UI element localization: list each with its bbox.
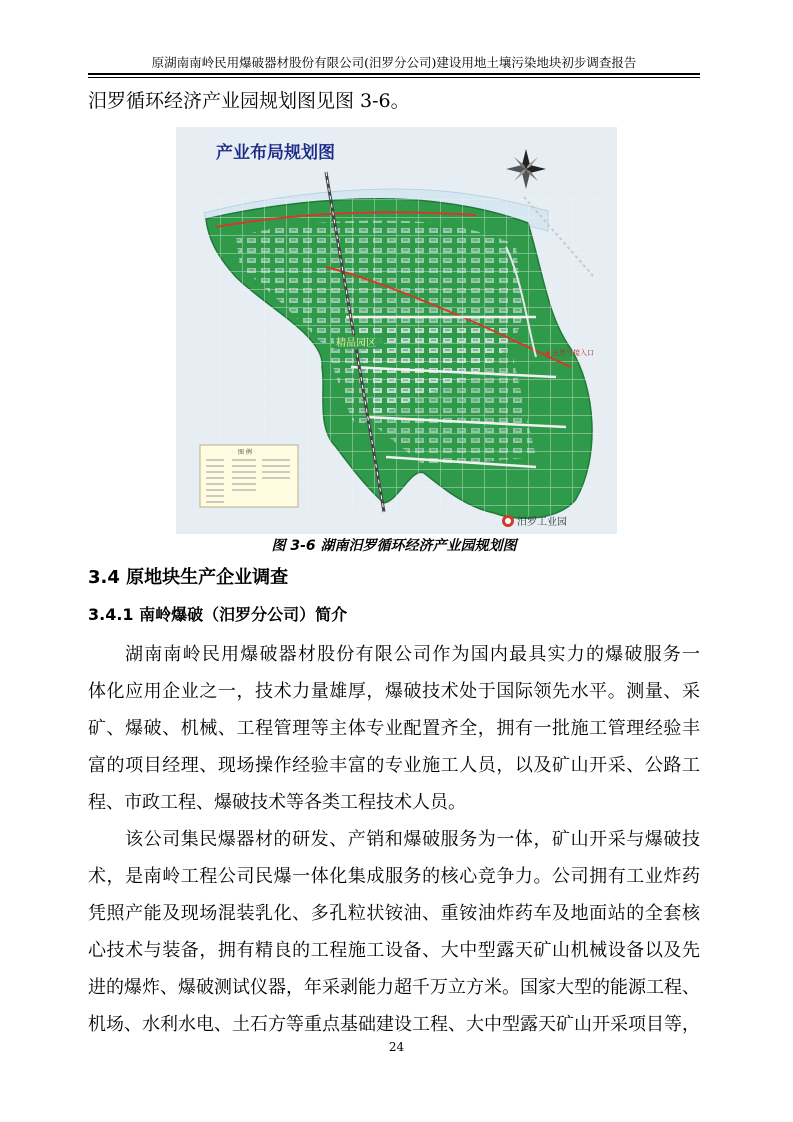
paragraph-line: 程、市政工程、爆破技术等各类工程技术人员。 xyxy=(88,792,466,813)
map-title: 产业布局规划图 xyxy=(216,143,335,163)
paragraph-line: 术，是南岭工程公司民爆一体化集成服务的核心竞争力。公司拥有工业炸药 xyxy=(88,866,700,887)
paragraph-line: 进的爆炸、爆破测试仪器，年采剥能力超千万立方米。国家大型的能源工程、 xyxy=(88,977,700,998)
paragraph-line: 凭照产能及现场混装乳化、多孔粒状铵油、重铵油炸药车及地面站的全套核 xyxy=(88,903,700,924)
map-legend xyxy=(200,445,298,507)
entrance-marker xyxy=(546,351,550,355)
paragraph-1 xyxy=(88,636,700,821)
park-label: 精品园区 xyxy=(336,338,376,349)
entrance-label: 天然气接入口 xyxy=(552,349,594,357)
paragraph-line: 体化应用企业之一，技术力量雄厚，爆破技术处于国际领先水平。测量、采 xyxy=(88,681,700,702)
intro-text: 汨罗循环经济产业园规划图见图 3-6。 xyxy=(88,90,410,112)
logo-text: 汨罗工业园 xyxy=(517,517,567,528)
paragraph-line: 湖南南岭民用爆破器材股份有限公司作为国内最具实力的爆破服务一 xyxy=(125,644,700,665)
paragraph-line: 富的项目经理、现场操作经验丰富的专业施工人员，以及矿山开采、公路工 xyxy=(88,755,700,776)
paragraph-line: 机场、水利水电、土石方等重点基础建设工程、大中型露天矿山开采项目等， xyxy=(88,1014,700,1035)
running-header: 原湖南南岭民用爆破器材股份有限公司(汨罗分公司)建设用地土壤污染地块初步调查报告 xyxy=(151,55,637,70)
planning-map-figure xyxy=(176,127,617,534)
legend-title: 图 例 xyxy=(238,449,252,456)
header-rule-thin xyxy=(88,77,700,78)
subsection-heading: 3.4.1 南岭爆破（汨罗分公司）简介 xyxy=(88,605,348,624)
paragraph-line: 心技术与装备，拥有精良的工程施工设备、大中型露天矿山机械设备以及先 xyxy=(88,940,700,961)
planning-map xyxy=(176,127,617,534)
header-rule xyxy=(88,73,700,75)
page-number: 24 xyxy=(388,1040,405,1054)
figure-caption: 图 3-6 湖南汨罗循环经济产业园规划图 xyxy=(271,538,517,554)
paragraph-line: 该公司集民爆器材的研发、产销和爆破服务为一体，矿山开采与爆破技 xyxy=(125,829,700,850)
paragraph-line: 矿、爆破、机械、工程管理等主体专业配置齐全，拥有一批施工管理经验丰 xyxy=(88,718,700,739)
paragraph-2 xyxy=(88,821,700,1043)
section-heading: 3.4 原地块生产企业调查 xyxy=(88,567,289,588)
